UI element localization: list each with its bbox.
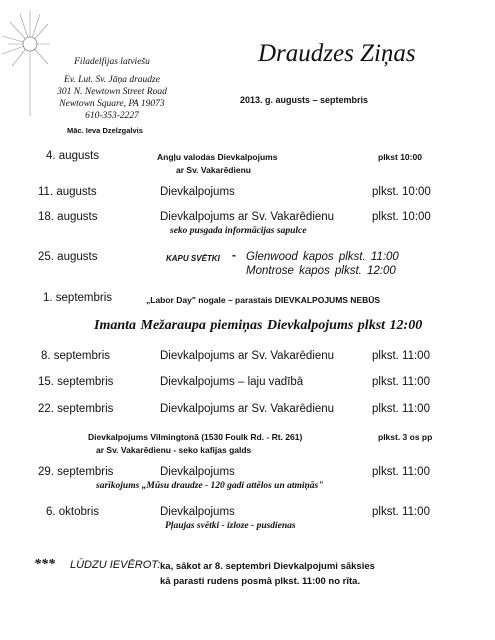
row-note: Pļaujas svētki - izloze - pusdienas xyxy=(165,521,296,531)
notice-text-line2: kā parasti rudens posmā plkst. 11:00 no rīta. xyxy=(160,576,361,587)
pastor-name: Māc. Ieva Dzelzgalvis xyxy=(67,126,143,135)
period-dates: 2013. g. augusts – septembris xyxy=(240,95,369,105)
row-event: Dievkalpojums xyxy=(160,466,235,478)
row-event: Dievkalpojums Vilmingtonā (1530 Foulk Rd. - Rt. 261) xyxy=(88,432,303,442)
row-event: Dievkalpojums xyxy=(160,186,235,198)
row-date: 4. augusts xyxy=(46,150,100,162)
row-event: Dievkalpojums ar Sv. Vakarēdienu xyxy=(160,403,335,415)
row-date: 6. oktobris xyxy=(46,506,100,518)
row-time: plkst. 11:00 xyxy=(372,350,430,362)
event-label: KAPU SVĒTKI xyxy=(166,254,220,263)
row-date: 11. augusts xyxy=(38,186,97,198)
congregation-name: Filadelfijas latviešu xyxy=(74,57,150,67)
row-date: 22. septembris xyxy=(38,403,114,415)
page-title: Draudzes Ziņas xyxy=(258,40,416,67)
row-dash: - xyxy=(232,250,236,262)
phone-number: 610-353-2227 xyxy=(85,111,139,121)
memorial-service: Imanta Mežaraupa piemiņas Dievkalpojums plkst 12:00 xyxy=(94,318,423,333)
row-event: Glenwood kapos plkst. 11:00 xyxy=(246,251,399,263)
row-note: seko pusgada informācijas sapulce xyxy=(170,226,307,236)
congregation-address xyxy=(48,56,176,122)
row-time: plkst 10:00 xyxy=(378,152,422,162)
cross-icon xyxy=(0,8,52,118)
row-time: plkst. 11:00 xyxy=(372,506,430,518)
row-event: Angļu valodas Dievkalpojums xyxy=(157,152,278,162)
row-date: 25. augusts xyxy=(38,251,98,263)
row-date: 18. augusts xyxy=(38,211,98,223)
row-time: plkst. 10:00 xyxy=(372,211,431,223)
row-event-line2: ar Sv. Vakarēdienu xyxy=(176,165,251,175)
row-event: Dievkalpojums ar Sv. Vakarēdienu xyxy=(160,211,335,223)
row-event: Dievkalpojums – laju vadībā xyxy=(160,376,304,388)
row-date: 15. septembris xyxy=(38,376,114,388)
church-name: Ev. Lut. Sv. Jāņa draudze xyxy=(64,75,160,85)
city-address: Newtown Square, PA 19073 xyxy=(59,99,165,109)
row-note: sarīkojums „Mūsu draudze - 120 gadi attēlos un atmiņās" xyxy=(96,481,324,491)
row-time: plkst. 3 os pp xyxy=(378,432,433,442)
row-event: „Labor Day" nogale – parastais DIEVKALPOJUMS NEBŪS xyxy=(146,295,381,305)
row-event-line2: Montrose kapos plkst. 12:00 xyxy=(246,265,396,277)
row-event: Dievkalpojums ar Sv. Vakarēdienu xyxy=(160,350,335,362)
row-time: plkst. 11:00 xyxy=(372,376,430,388)
row-event-line2: ar Sv. Vakarēdienu - seko kafijas galds xyxy=(96,445,252,455)
row-time: plkst. 11:00 xyxy=(372,403,430,415)
row-date: 1. septembris xyxy=(43,292,113,304)
row-date: 29. septembris xyxy=(38,466,114,478)
notice-label: LŪDZU IEVĒROT: xyxy=(70,559,161,571)
row-time: plkst. 11:00 xyxy=(372,466,430,478)
street-address: 301 N. Newtown Street Road xyxy=(57,87,167,97)
row-event: Dievkalpojums xyxy=(160,506,235,518)
notice-text: ka, sākot ar 8. septembri Dievkalpojumi sāksies xyxy=(160,561,375,572)
notice-stars: *** xyxy=(34,557,55,572)
row-date: 8. septembris xyxy=(41,350,111,362)
row-time: plkst. 10:00 xyxy=(372,186,431,198)
